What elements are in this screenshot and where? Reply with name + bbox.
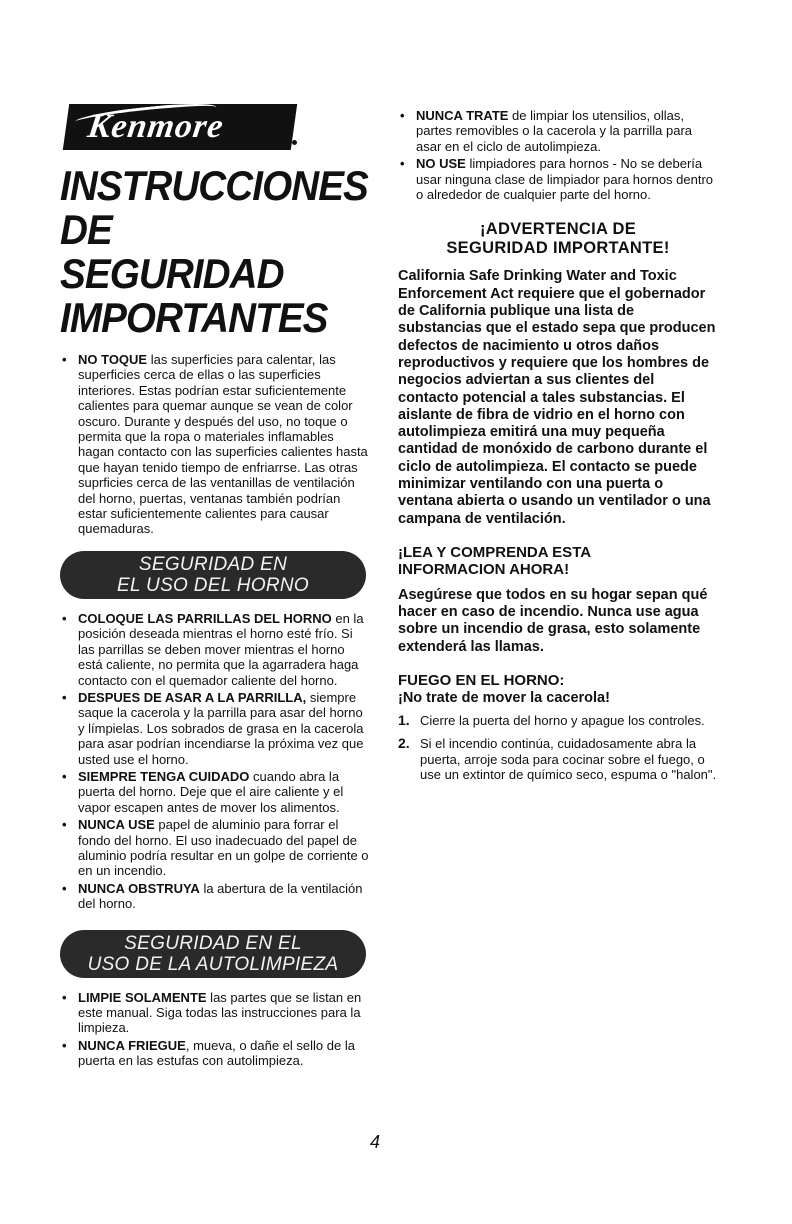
item-text: las superficies para calentar, las superficies cerca de ellas o las superficies interiores. Estas podrían estar suficientemente calientes para quemar aunque se vean de color oscuro. Durante y después del uso, no toque o permita que la ropa o materiales inflamables hagan contacto con las superficies calientes hasta que hayan tenido tiempo de enfriarrse. Las otras suprficies cerca de las ventanillas de ventilación del horno, puertas, ventanas también podrían estar suficientemente calientes para causar quemaduras. <box>78 352 368 537</box>
bullet-icon: • <box>62 768 67 784</box>
item-bold-lead: NUNCA TRATE <box>416 108 509 123</box>
list-item <box>398 736 718 782</box>
list-item <box>60 1038 370 1069</box>
step-text: Cierre la puerta del horno y apague los controles. <box>420 712 705 728</box>
bullet-icon: • <box>400 108 405 123</box>
item-text: papel de aluminio para forrar el fondo del horno. El uso inadecuado del papel de aluminio podría resultar en un golpe de corriente o en un incendio. <box>78 817 369 879</box>
lea-heading-line-2: INFORMACION AHORA! <box>398 561 570 579</box>
step-text: Si el incendio continúa, cuidadosamente abra la puerta, arroje soda para cocinar sobre el fuego, o use un extintor de químico seco, espuma o "halon". <box>420 736 717 783</box>
item-text: en la posición deseada mientras el horno esté frío. Si las parrillas se deben mover mientras el horno está caliente, no permita que la agarradera haga contacto con el quemador caliente del horno. <box>78 610 364 688</box>
bullet-icon: • <box>62 817 67 833</box>
item-bold-lead: COLOQUE LAS PARRILLAS DEL HORNO <box>78 610 332 626</box>
item-bold-lead: DESPUES DE ASAR A LA PARRILLA, <box>78 689 307 705</box>
step-number: 2. <box>398 735 410 752</box>
section-banner-autolimpieza <box>60 930 366 978</box>
warning-heading-line-2: SEGURIDAD IMPORTANTE! <box>446 239 670 258</box>
item-text: de limpiar los utensilios, ollas, partes removibles o la cacerola y la parrilla para asar en el ciclo de autolimpieza. <box>416 108 693 154</box>
page-title <box>60 162 368 341</box>
item-bold-lead: NUNCA USE <box>78 817 155 833</box>
lea-heading <box>398 544 718 579</box>
banner-line-2: USO DE LA AUTOLIMPIEZA <box>87 953 339 975</box>
list-item <box>60 881 370 912</box>
warning-heading-line-1: ¡ADVERTENCIA DE <box>479 220 637 239</box>
bullet-icon: • <box>62 689 67 705</box>
item-text: limpiadores para hornos - No se debería usar ninguna clase de limpiador para hornos dentro o alrededor de cualquier parte del horno. <box>416 156 714 203</box>
item-text: las partes que se listan en este manual. Siga todas las instrucciones para la limpieza. <box>78 989 362 1036</box>
bullet-icon: • <box>62 352 67 367</box>
bullet-icon: • <box>62 610 67 626</box>
intro-list <box>60 352 370 537</box>
fuego-subheading: ¡No trate de mover la cacerola! <box>398 689 610 706</box>
bullet-icon: • <box>62 880 67 896</box>
item-bold-lead: NO USE <box>416 156 466 172</box>
title-line-3: IMPORTANTES <box>60 294 328 341</box>
item-bold-lead: SIEMPRE TENGA CUIDADO <box>78 768 250 784</box>
lea-heading-line-1: ¡LEA Y COMPRENDA ESTA <box>398 543 592 561</box>
lea-body: Asegúrese que todos en su hogar sepan qué hacer en caso de incendio. Nunca use agua sobre un incendio de grasa, esto solamente extenderá las llamas. <box>398 586 708 655</box>
list-item <box>60 690 370 767</box>
item-bold-lead: NUNCA OBSTRUYA <box>78 880 200 896</box>
item-bold-lead: NO TOQUE <box>78 352 148 367</box>
item-text: siempre saque la cacerola y la parrilla para asar del horno y límpielas. Los sobrados de grasa en la cacerola para asar podrían incendiarse la próxima vez que usted use el horno. <box>78 689 364 767</box>
banner-line-2: EL USO DEL HORNO <box>116 574 310 596</box>
bullet-icon: • <box>62 1037 67 1053</box>
list-item <box>60 769 370 815</box>
banner-line-1: SEGURIDAD EN <box>138 553 288 575</box>
auto-list <box>60 990 370 1069</box>
item-bold-lead: LIMPIE SOLAMENTE <box>78 989 207 1005</box>
bullet-icon: • <box>62 989 67 1005</box>
left-column <box>60 104 370 1071</box>
item-text: la abertura de la ventilación del horno. <box>78 880 363 912</box>
right-column <box>398 108 718 791</box>
fuego-heading: FUEGO EN EL HORNO: <box>398 672 565 690</box>
item-text: , mueva, o dañe el sello de la puerta en las estufas con autolimpieza. <box>78 1037 355 1069</box>
section-banner-horno <box>60 551 366 599</box>
list-item <box>60 990 370 1036</box>
logo-wrap <box>60 104 370 154</box>
item-text: cuando abra la puerta del horno. Deje que el aire caliente y el vapor escapen antes de mover los alimentos. <box>78 768 344 815</box>
list-item <box>398 713 718 728</box>
list-item <box>398 108 718 154</box>
step-number: 1. <box>398 711 410 728</box>
list-item <box>398 156 718 202</box>
logo-text: Kenmore <box>85 108 227 145</box>
kenmore-logo <box>63 104 297 150</box>
title-line-2: DE SEGURIDAD <box>60 206 284 297</box>
page-number: 4 <box>370 1132 381 1152</box>
logo-dot-icon <box>292 140 297 145</box>
list-item <box>60 352 370 537</box>
warning-heading <box>398 220 718 258</box>
fuego-steps <box>398 713 718 783</box>
warning-body: California Safe Drinking Water and Toxic Enforcement Act requiere que el gobernador de California publique una lista de substancias que el estado sepa que producen defectos de nacimiento u otros daños reproductivos y requiere que los hombres de negocios adviertan a sus clientes del contacto potencial a tales substancias. El aislante de fibra de vidrio en el horno con autolimpieza emitirá una muy pequeña cantidad de monóxido de carbono durante el ciclo de autolimpieza. El contacto se puede minimizar ventilando con una puerta o ventana abierta o usando un ventilador o una campana de ventilación. <box>398 268 716 527</box>
right-list <box>398 108 718 202</box>
banner-line-1: SEGURIDAD EN EL <box>124 932 302 954</box>
horno-list <box>60 611 370 912</box>
bullet-icon: • <box>400 156 405 172</box>
list-item <box>60 817 370 879</box>
list-item <box>60 611 370 688</box>
title-line-1: INSTRUCCIONES <box>60 162 368 209</box>
item-bold-lead: NUNCA FRIEGUE <box>78 1037 186 1053</box>
